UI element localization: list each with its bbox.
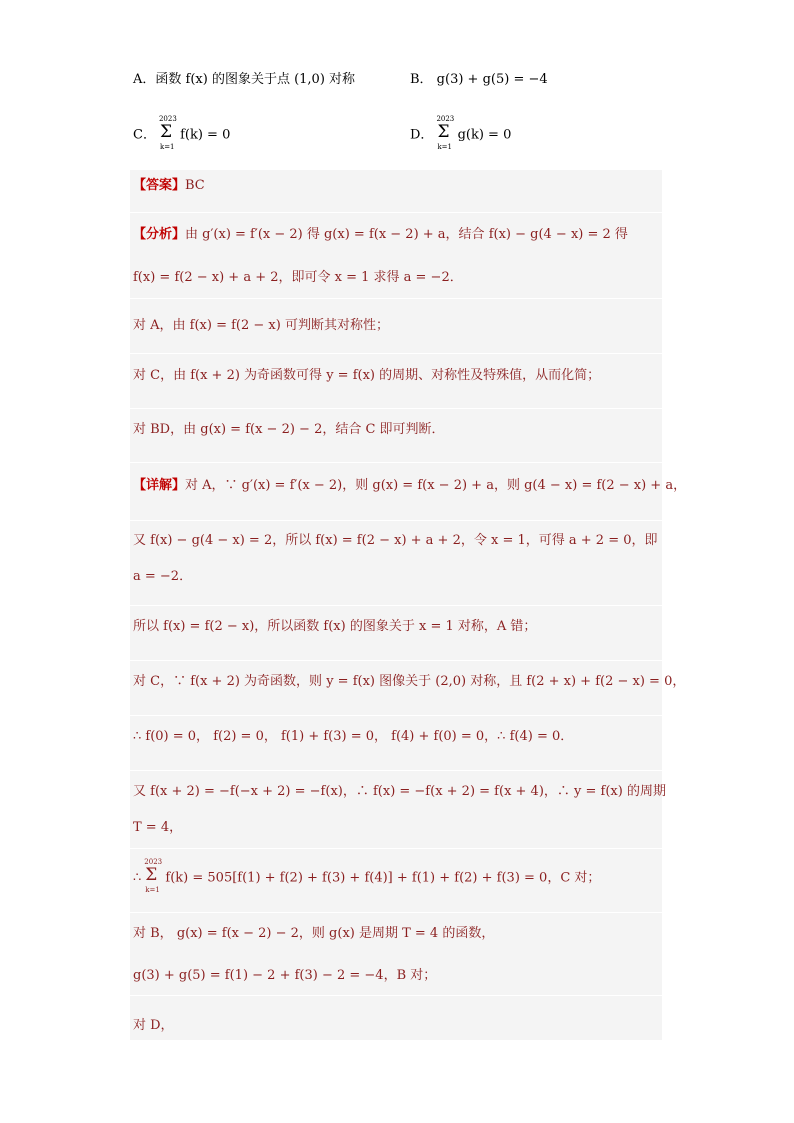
sigma-symbol: Σ [159,122,172,142]
detail-line-10: 对 B， g(x) = f(x − 2) − 2，则 g(x) 是周期 T = 4 的函数， [133,926,495,941]
detail-line-9 [133,858,600,898]
detail-line-11: g(3) + g(5) = f(1) − 2 + f(3) − 2 = −4，B 对； [133,968,437,983]
analysis-line-1 [133,225,628,245]
sum-upper: 2023 [158,115,177,123]
analysis-line-2: f(x) = f(2 − x) + a + 2，即可令 x = 1 求得 a = −2． [133,270,463,285]
detail-line-5: 对 C，∵ f(x + 2) 为奇函数，则 y = f(x) 图像关于 (2,0) 对称，且 f(2 + x) + f(2 − x) = 0， [133,674,686,689]
detail-line-3: a = −2． [133,569,193,584]
sum-lower: k=1 [437,143,452,151]
option-d [410,115,511,155]
detail-line-8: T = 4， [133,820,183,835]
analysis-line-3: 对 A，由 f(x) = f(2 − x) 可判断其对称性； [133,318,389,333]
analysis-line-4: 对 C，由 f(x + 2) 为奇函数可得 y = f(x) 的周期、对称性及特殊值，从而化简； [133,368,601,383]
solution-panel [130,170,662,1040]
sum-lower: k=1 [145,886,160,894]
detail-line-9-prefix: ∴ [133,870,142,886]
sum-upper: 2023 [436,115,455,123]
sum-lower: k=1 [159,143,175,151]
answer-tag: 【答案】 [133,178,186,193]
analysis-text-1: 由 g′(x) = f′(x − 2) 得 g(x) = f(x − 2) + a，结合 f(x) − g(4 − x) = 2 得 [185,227,628,242]
option-d-summation [436,115,455,155]
detail-summation [144,858,163,898]
option-c-summation [158,115,177,155]
analysis-line-5: 对 BD，由 g(x) = f(x − 2) − 2，结合 C 即可判断． [133,422,445,437]
sigma-symbol: Σ [437,122,450,142]
option-a: A．函数 f(x) 的图象关于点 (1,0) 对称 [133,72,356,87]
detail-line-6: ∴ f(0) = 0， f(2) = 0， f(1) + f(3) = 0， f(4) + f(0) = 0，∴ f(4) = 0． [133,729,574,744]
sum-upper: 2023 [144,858,163,866]
detail-text-1: 对 A，∵ g′(x) = f′(x − 2)，则 g(x) = f(x − 2) + a，则 g(4 − x) = f(2 − x) + a， [185,478,687,493]
option-c [133,115,230,155]
detail-line-4: 所以 f(x) = f(2 − x)，所以函数 f(x) 的图象关于 x = 1 对称，A 错； [133,619,537,634]
answer-text: BC [185,178,205,193]
detail-line-1 [133,476,686,496]
sigma-symbol: Σ [145,865,158,885]
option-d-prefix: D． [410,127,434,143]
option-c-expr: f(k) = 0 [175,127,231,143]
option-d-expr: g(k) = 0 [453,127,512,143]
answer-line [133,176,205,196]
detail-tag: 【详解】 [133,478,186,493]
analysis-tag: 【分析】 [133,227,186,242]
option-b: B． g(3) + g(5) = −4 [410,72,548,87]
detail-line-2: 又 f(x) − g(4 − x) = 2，所以 f(x) = f(2 − x) + a + 2，令 x = 1，可得 a + 2 = 0，即 [133,533,658,548]
detail-line-9-expr: f(k) = 505[f(1) + f(2) + f(3) + f(4)] + f(1) + f(2) + f(3) = 0，C 对； [161,870,601,886]
option-c-prefix: C． [133,127,156,143]
detail-line-12: 对 D， [133,1018,174,1033]
detail-line-7: 又 f(x + 2) = −f(−x + 2) = −f(x)，∴ f(x) = −f(x + 2) = f(x + 4)，∴ y = f(x) 的周期 [133,784,666,799]
